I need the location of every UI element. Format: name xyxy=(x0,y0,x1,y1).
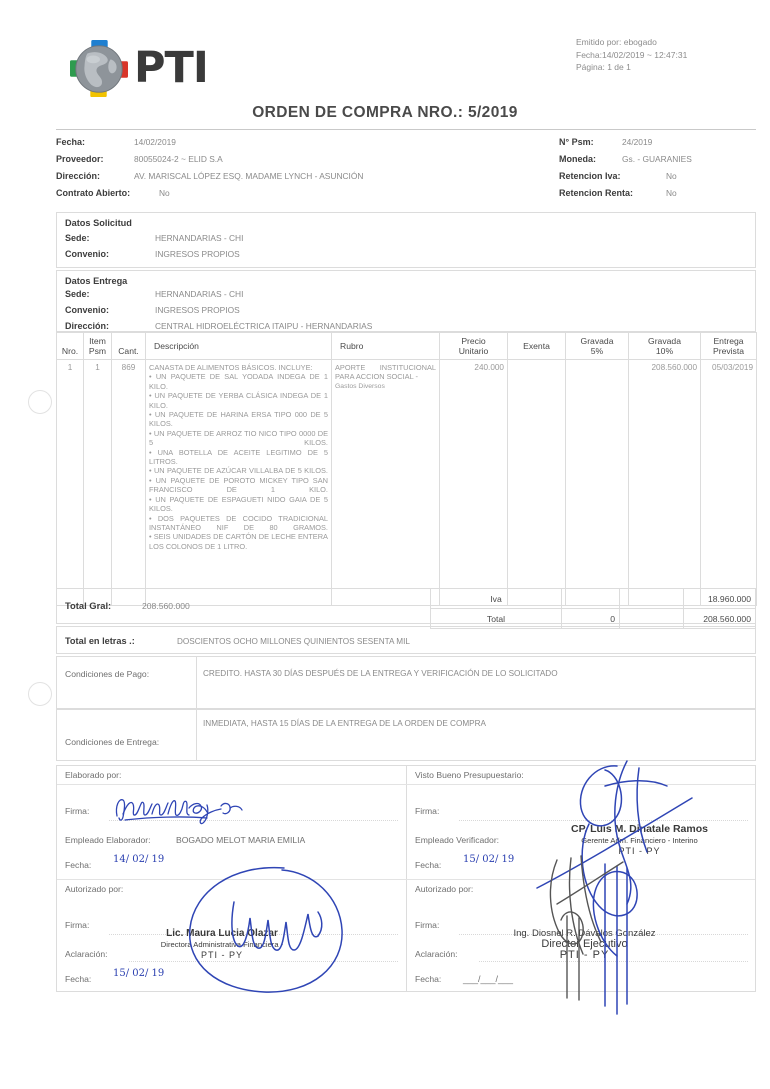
page-title: ORDEN DE COMPRA NRO.: 5/2019 xyxy=(252,104,518,121)
cell-item-psm: 1 xyxy=(84,360,112,606)
column-divider xyxy=(196,710,197,760)
fecha-label: Fecha: xyxy=(415,860,442,870)
ink-signature-davalos xyxy=(527,856,647,1001)
empleado-verificador-label: Empleado Verificador: xyxy=(415,835,500,845)
psm-label: N° Psm: xyxy=(559,137,594,147)
datos-entrega-heading: Datos Entrega xyxy=(65,276,128,286)
hole-punch-mark xyxy=(28,390,52,414)
direccion-value: AV. MARISCAL LÓPEZ ESQ. MADAME LYNCH - ASUNCIÓN xyxy=(134,171,364,181)
descripcion-list xyxy=(149,372,328,551)
psm-value: 24/2019 xyxy=(622,137,653,147)
condiciones-entrega-section xyxy=(56,709,756,761)
fecha-handwritten: 14/ 02/ 19 xyxy=(113,854,165,865)
retencion-iva-label: Retencion Iva: xyxy=(559,171,621,181)
total-exenta: 0 xyxy=(562,609,620,629)
logo-wordmark: PTI xyxy=(134,43,208,93)
descripcion-list-item: • UN PAQUETE DE YERBA CLÁSICA INDEGA DE 1 KILO. xyxy=(149,391,328,410)
iva-exenta xyxy=(562,589,620,609)
stamp-role: Directora Administrativa Financiera - xyxy=(160,940,284,949)
condiciones-entrega-value: INMEDIATA, HASTA 15 DÍAS DE LA ENTREGA DE LA ORDEN DE COMPRA xyxy=(203,719,486,728)
document-header xyxy=(0,30,770,110)
contrato-abierto-value: No xyxy=(159,188,170,198)
cell-precio-unitario: 240.000 xyxy=(440,360,508,606)
pti-logo xyxy=(56,38,236,100)
table-row xyxy=(57,360,757,606)
iva-gravada-5 xyxy=(620,589,684,609)
cell-rubro xyxy=(332,360,440,606)
descripcion-list-item: • SEIS UNIDADES DE CARTÓN DE LECHE ENTERA LOS COLONOS DE 1 LITRO. xyxy=(149,532,328,551)
fecha-label: Fecha: xyxy=(415,974,442,984)
empleado-elaborador-value: BOGADO MELOT MARIA EMILIA xyxy=(176,835,306,845)
total-value: 208.560.000 xyxy=(684,609,756,629)
direccion-label: Dirección: xyxy=(65,321,110,331)
globe-icon xyxy=(70,40,128,98)
descripcion-list-item: • UN PAQUETE DE HARINA ERSA TIPO 000 DE 5 KILOS. xyxy=(149,410,328,429)
firma-label: Firma: xyxy=(65,806,90,816)
stamp-name: CP. Luis M. Dinatale Ramos xyxy=(571,823,708,835)
autorizado-title: Autorizado por: xyxy=(415,884,474,894)
page-number: Página: 1 de 1 xyxy=(576,62,631,72)
fecha-label: Fecha: xyxy=(65,860,92,870)
handwritten-signature xyxy=(111,794,246,824)
stamp-name: Ing. Diosnel R. Dávalos González xyxy=(513,928,656,939)
total-letras-label: Total en letras .: xyxy=(65,636,135,646)
condiciones-pago-value: CREDITO. HASTA 30 DÍAS DESPUÉS DE LA ENTREGA Y VERIFICACIÓN DE LO SOLICITADO xyxy=(203,669,558,678)
order-info-block xyxy=(56,137,756,205)
retencion-renta-value: No xyxy=(666,188,677,198)
datos-entrega-section xyxy=(56,270,756,332)
descripcion-list-item: • UN PAQUETE DE ARROZ TIO NICO TIPO 0000 DE 5 KILOS. xyxy=(149,428,328,448)
sede-value: HERNANDARIAS - CHI xyxy=(155,233,244,243)
total-gral-label: Total Gral: xyxy=(65,600,112,611)
descripcion-list-item: • UN PAQUETE DE ESPAGUETI NIDO GAIA DE 5 KILOS. xyxy=(149,494,328,514)
datos-solicitud-heading: Datos Solicitud xyxy=(65,218,132,228)
descripcion-content xyxy=(149,363,328,551)
firma-label: Firma: xyxy=(65,920,90,930)
col-gravada-10: Gravada 10% xyxy=(629,333,701,360)
table-header-row xyxy=(57,333,757,360)
rubro-line-2: Gastos Diversos xyxy=(335,382,385,390)
sede-row xyxy=(57,289,755,305)
total-gral-value: 208.560.000 xyxy=(142,601,190,611)
col-descripcion: Descripción xyxy=(146,333,332,360)
convenio-label: Convenio: xyxy=(65,249,109,259)
col-rubro: Rubro xyxy=(332,333,440,360)
descripcion-list-item: • DOS PAQUETES DE COCIDO TRADICIONAL INSTANTÁNEO NIF DE 80 GRAMOS. xyxy=(149,513,328,532)
fecha-handwritten: 15/ 02/ 19 xyxy=(463,854,515,865)
convenio-value: INGRESOS PROPIOS xyxy=(155,249,240,259)
condiciones-entrega-label: Condiciones de Entrega: xyxy=(65,737,160,747)
col-item-psm: Item Psm xyxy=(84,333,112,360)
condiciones-pago-label: Condiciones de Pago: xyxy=(65,669,150,679)
convenio-value: INGRESOS PROPIOS xyxy=(155,305,240,315)
col-exenta: Exenta xyxy=(508,333,566,360)
fecha-value: 14/02/2019 xyxy=(134,137,176,147)
rubro-line-1: APORTE INSTITUCIONAL PARA ACCION SOCIAL - xyxy=(335,363,436,382)
title-divider xyxy=(56,129,756,130)
elaborado-title: Elaborado por: xyxy=(65,770,122,780)
moneda-label: Moneda: xyxy=(559,154,596,164)
total-letras-section xyxy=(56,626,756,654)
items-table xyxy=(56,332,757,606)
convenio-label: Convenio: xyxy=(65,305,109,315)
emission-info xyxy=(576,36,756,74)
total-label: Total xyxy=(431,609,562,629)
cell-nro: 1 xyxy=(57,360,84,606)
totals-table xyxy=(430,588,756,629)
direccion-value: CENTRAL HIDROELÉCTRICA ITAIPU - HERNANDARIAS xyxy=(155,321,373,331)
col-gravada-5: Gravada 5% xyxy=(566,333,629,360)
iva-row xyxy=(431,589,756,609)
emitido-por: Emitido por: ebogado xyxy=(576,37,657,47)
info-row xyxy=(56,137,756,154)
signatures-section xyxy=(56,765,756,992)
total-letras-value: DOSCIENTOS OCHO MILLONES QUINIENTOS SESENTA MIL xyxy=(177,637,410,646)
aclaracion-label: Aclaración: xyxy=(65,949,108,959)
retencion-iva-value: No xyxy=(666,171,677,181)
iva-label: Iva xyxy=(431,589,562,609)
cell-exenta xyxy=(508,360,566,606)
proveedor-value: 80055024-2 ~ ELID S.A xyxy=(134,154,223,164)
cell-cant: 869 xyxy=(112,360,146,606)
totals-section xyxy=(56,588,756,624)
col-entrega-prevista: Entrega Prevista xyxy=(701,333,757,360)
firma-label: Firma: xyxy=(415,920,440,930)
stamp-role: Director Ejecutivo xyxy=(541,938,628,950)
hole-punch-mark xyxy=(28,682,52,706)
moneda-value: Gs. - GUARANIES xyxy=(622,154,692,164)
condiciones-pago-section xyxy=(56,656,756,709)
descripcion-list-item: • UNA BOTELLA DE ACEITE LEGITIMO DE 5 LITROS. xyxy=(149,447,328,467)
convenio-row xyxy=(57,305,755,321)
sede-row xyxy=(57,233,755,249)
stamp-role: Gerente Adm. Financiero - Interino xyxy=(581,836,698,845)
sede-value: HERNANDARIAS - CHI xyxy=(155,289,244,299)
retencion-renta-label: Retencion Renta: xyxy=(559,188,634,198)
stamp-org: PTI - PY xyxy=(200,950,243,960)
info-row xyxy=(56,188,756,205)
convenio-row xyxy=(57,249,755,265)
empleado-elaborador-label: Empleado Elaborador: xyxy=(65,835,151,845)
info-row xyxy=(56,171,756,188)
col-nro: Nro. xyxy=(57,333,84,360)
contrato-abierto-label: Contrato Abierto: xyxy=(56,188,131,198)
sede-label: Sede: xyxy=(65,233,90,243)
col-cant: Cant. xyxy=(112,333,146,360)
sede-label: Sede: xyxy=(65,289,90,299)
fecha-blank: ___/___/___ xyxy=(463,974,514,984)
autorizado-title: Autorizado por: xyxy=(65,884,124,894)
direccion-label: Dirección: xyxy=(56,171,101,181)
stamp-org: PTI - PY xyxy=(618,846,661,856)
descripcion-list-item: • UN PAQUETE DE POROTO MICKEY TIPO SAN FRANCISCO DE 1 KILO. xyxy=(149,475,328,495)
fecha-label: Fecha: xyxy=(56,137,86,147)
emission-date: Fecha:14/02/2019 ~ 12:47:31 xyxy=(576,49,688,60)
column-divider xyxy=(196,657,197,708)
col-precio-unitario: Precio Unitario xyxy=(440,333,508,360)
aclaracion-label: Aclaración: xyxy=(415,949,458,959)
descripcion-list-item: • UN PAQUETE DE AZÚCAR VILLALBA DE 5 KILOS. xyxy=(149,466,328,476)
fecha-label: Fecha: xyxy=(65,974,92,984)
info-row xyxy=(56,154,756,171)
ink-signature-olazar xyxy=(172,862,372,1002)
stamp-name: Lic. Maura Lucia Olazar xyxy=(166,928,278,939)
cell-gravada-5 xyxy=(566,360,629,606)
stamp-org: PTI - PY xyxy=(559,949,610,961)
cell-entrega-prevista: 05/03/2019 xyxy=(701,360,757,606)
proveedor-label: Proveedor: xyxy=(56,154,104,164)
iva-value: 18.960.000 xyxy=(684,589,756,609)
firma-label: Firma: xyxy=(415,806,440,816)
datos-solicitud-section xyxy=(56,212,756,268)
descripcion-head: CANASTA DE ALIMENTOS BÁSICOS. INCLUYE: xyxy=(149,363,313,372)
cell-gravada-10: 208.560.000 xyxy=(629,360,701,606)
cell-descripcion xyxy=(146,360,332,606)
visto-bueno-title: Visto Bueno Presupuestario: xyxy=(415,770,524,780)
descripcion-list-item: • UN PAQUETE DE SAL YODADA INDEGA DE 1 KILO. xyxy=(149,372,328,391)
fecha-handwritten: 15/ 02/ 19 xyxy=(113,968,165,979)
